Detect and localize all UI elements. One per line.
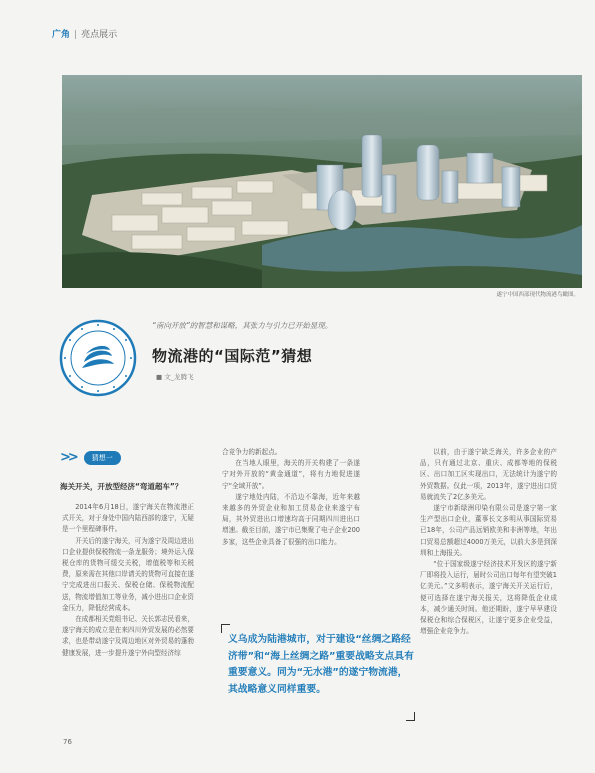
hero-caption: 遂宁中国西部现代物流港鸟瞰图。 [496,292,579,298]
paragraph: 开关后的遂宁海关，可为遂宁及周边进出口企业提供保税物流一条龙服务；境外运入保税仓库的货物可缓交关税，增值税等和关税费，原来需在其他口岸请关的货物可直接在遂宁完成进出口报关、保税仓储、保税物流配送，物流增值加工等业务，减小进出口企业资金压力，降低经营成本。 [62,536,194,612]
paragraph: 以前，由于遂宁缺乏海关，许多企业的产品，只有通过北京、重庆、成都等地的保税区、出口加工区实现出口，无法统计为遂宁的外贸数据。仅此一项，2013年，遂宁进出口贸易就流失了2亿多美元。 [420,448,557,501]
article-title: 物流港的“国际范”猜想 [152,347,313,365]
text-column-2 [222,447,360,548]
section-label: 广角 [52,30,71,40]
logistics-port-logo [58,318,138,398]
subsection-label: 亮点展示 [81,30,118,40]
highlight-quote: 义乌成为陆港城市，对于建设“丝绸之路经济带”和“海上丝绸之路”重要战略支点具有重要意义。同为“无水港”的遂宁物流港，其战略意义同样重要。 [228,634,414,695]
text-column-3 [420,447,557,637]
paragraph: 在当地人眼里，海关的开关构建了一条遂宁对外开放的“黄金通道”，将有力地促进遂宁“全域开放”。 [222,459,360,490]
paragraph: 在成都相关党组书记、关长郭志民看来，遂宁海关的成立是在来四川外贸发展的必然要求，也是带动遂宁及周边地区对外贸易的蓬勃健康发展，进一步提升遂宁外向型经济综 [62,615,194,657]
page-number: 76 [63,738,72,746]
section-tag-label: 猜想一 [84,451,121,465]
paragraph: 2014年6月18日，遂宁海关在物流港正式开关，对于身处中国内陆西部的遂宁，无疑是一个里程碑事件。 [62,503,194,534]
paragraph: 合竞争力的新起点。 [222,448,282,456]
section-tag [60,450,121,465]
section-header: 广角 | 亮点展示 [52,30,118,40]
pull-quote: “南向开放”的智慧和谋略，其张力与引力已开始显现。 [152,321,333,330]
subheading: 海关开关，开放型经济“弯道超车”？ [60,482,183,491]
double-chevron-icon: >> [60,450,76,465]
text-column-1 [62,502,194,659]
author-byline: ■ 文_龙腾飞 [156,373,194,381]
paragraph: 遂宁市新绿洲印染有限公司是遂宁第一家生产型出口企业，董事长文多明从事国际贸易已18年，公司产品远销欧美和非洲等地，年出口贸易总额超过4000万美元，以前大多是到深圳和上海报关。 [420,504,557,557]
hero-aerial-rendering [62,75,582,288]
paragraph: 遂宁地处内陆，不沿边不靠海，近年来越来越多的外贸企业和加工贸易企业来遂宁布局，其外贸进出口增速均高于同期四川进出口增速。截至目前，遂宁市已集聚了电子企业200多家，这些企业具备了很强的出口能力。 [222,492,360,546]
quote-close-bracket [406,712,415,721]
paragraph: “位于国家级遂宁经济技术开发区的遂宁新厂即将投入运行，届时公司出口每年有望突破1亿美元。”文多明表示，遂宁海关开关运行后，便可选择在遂宁海关报关，这将降低企业成本，减少通关时间。他还期盼，遂宁早早建设保税仓和综合保税区，让遂宁更多企业受益，增强企业竞争力。 [420,560,557,636]
